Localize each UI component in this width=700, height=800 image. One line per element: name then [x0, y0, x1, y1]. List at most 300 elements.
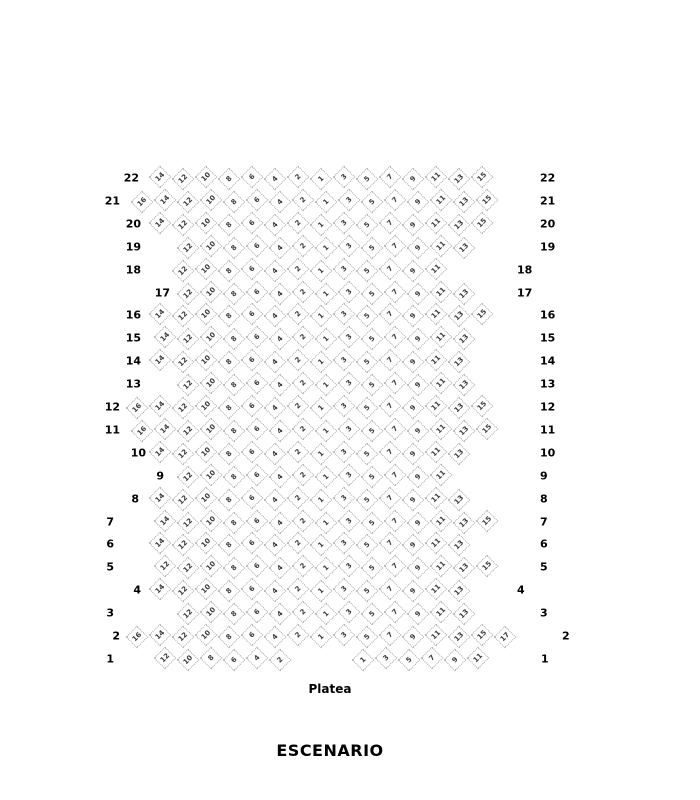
- seat-row6-n3[interactable]: [333, 532, 356, 555]
- seat-row19-n8[interactable]: [223, 236, 246, 259]
- seat-row3-n6[interactable]: [246, 601, 269, 624]
- seat-row2-n2[interactable]: [287, 624, 310, 647]
- seat-row20-n4[interactable]: [264, 213, 287, 236]
- seat-row20-n14[interactable]: [149, 211, 172, 234]
- seat-row16-n4[interactable]: [264, 305, 287, 328]
- seat-row4-n3[interactable]: [333, 578, 356, 601]
- seat-row12-n9[interactable]: [402, 397, 425, 420]
- seat-row2-n8[interactable]: [218, 626, 241, 649]
- seat-row19-n4[interactable]: [269, 236, 292, 259]
- seat-row4-n4[interactable]: [264, 580, 287, 603]
- seat-row2-n4[interactable]: [264, 626, 287, 649]
- seat-row12-n5[interactable]: [356, 397, 379, 420]
- seat-row1-n11[interactable]: [466, 647, 489, 670]
- seat-row22-n12[interactable]: [172, 168, 195, 191]
- seat-row10-n6[interactable]: [241, 440, 264, 463]
- seat-row13-n3[interactable]: [338, 372, 361, 395]
- seat-row20-n7[interactable]: [379, 211, 402, 234]
- seat-row17-n10[interactable]: [200, 280, 223, 303]
- seat-row22-n9[interactable]: [402, 168, 425, 191]
- seat-row15-n1[interactable]: [315, 328, 338, 351]
- seat-row15-n2[interactable]: [292, 326, 315, 349]
- seat-row4-n1[interactable]: [310, 580, 333, 603]
- seat-row7-n11[interactable]: [430, 509, 453, 532]
- seat-row6-n11[interactable]: [425, 532, 448, 555]
- seat-row16-n9[interactable]: [402, 305, 425, 328]
- seat-row4-n11[interactable]: [425, 578, 448, 601]
- seat-row10-n5[interactable]: [356, 442, 379, 465]
- seat-row6-n14[interactable]: [149, 532, 172, 555]
- seat-row18-n12[interactable]: [172, 259, 195, 282]
- seat-row17-n3[interactable]: [338, 280, 361, 303]
- seat-row3-n7[interactable]: [384, 601, 407, 624]
- seat-row13-n1[interactable]: [315, 374, 338, 397]
- seat-row18-n2[interactable]: [287, 257, 310, 280]
- seat-row11-n9[interactable]: [407, 420, 430, 443]
- seat-row6-n7[interactable]: [379, 532, 402, 555]
- seat-row20-n9[interactable]: [402, 213, 425, 236]
- seat-row22-n14[interactable]: [149, 166, 172, 189]
- seat-row15-n9[interactable]: [407, 328, 430, 351]
- seat-row22-n7[interactable]: [379, 166, 402, 189]
- seat-row10-n1[interactable]: [310, 442, 333, 465]
- seat-row8-n6[interactable]: [241, 486, 264, 509]
- seat-row1-n10[interactable]: [177, 649, 200, 672]
- seat-row14-n2[interactable]: [287, 349, 310, 372]
- seat-row15-n11[interactable]: [430, 326, 453, 349]
- seat-row3-n3[interactable]: [338, 601, 361, 624]
- seat-row15-n4[interactable]: [269, 328, 292, 351]
- seat-row9-n2[interactable]: [292, 463, 315, 486]
- seat-row16-n5[interactable]: [356, 305, 379, 328]
- seat-row21-n13[interactable]: [453, 191, 476, 214]
- seat-row16-n14[interactable]: [149, 303, 172, 326]
- seat-row19-n9[interactable]: [407, 236, 430, 259]
- seat-row2-n6[interactable]: [241, 624, 264, 647]
- seat-row12-n16[interactable]: [126, 397, 149, 420]
- seat-row21-n11[interactable]: [430, 189, 453, 212]
- seat-row9-n9[interactable]: [407, 465, 430, 488]
- seat-row20-n11[interactable]: [425, 211, 448, 234]
- seat-row12-n7[interactable]: [379, 395, 402, 418]
- seat-row1-n4[interactable]: [246, 647, 269, 670]
- seat-row18-n5[interactable]: [356, 259, 379, 282]
- seat-row8-n12[interactable]: [172, 488, 195, 511]
- seat-row17-n11[interactable]: [430, 280, 453, 303]
- seat-row13-n10[interactable]: [200, 372, 223, 395]
- seat-row2-n1[interactable]: [310, 626, 333, 649]
- seat-row16-n7[interactable]: [379, 303, 402, 326]
- seat-row13-n6[interactable]: [246, 372, 269, 395]
- seat-row11-n8[interactable]: [223, 420, 246, 443]
- seat-row20-n12[interactable]: [172, 213, 195, 236]
- seat-row1-n8[interactable]: [200, 647, 223, 670]
- seat-row16-n6[interactable]: [241, 303, 264, 326]
- seat-row19-n11[interactable]: [430, 234, 453, 257]
- seat-row21-n9[interactable]: [407, 191, 430, 214]
- seat-row6-n6[interactable]: [241, 532, 264, 555]
- seat-row5-n15[interactable]: [476, 555, 499, 578]
- seat-row13-n13[interactable]: [453, 374, 476, 397]
- seat-row4-n6[interactable]: [241, 578, 264, 601]
- seat-row9-n8[interactable]: [223, 465, 246, 488]
- seat-row5-n4[interactable]: [269, 557, 292, 580]
- seat-row2-n16[interactable]: [126, 626, 149, 649]
- seat-row14-n1[interactable]: [310, 351, 333, 374]
- seat-row18-n6[interactable]: [241, 257, 264, 280]
- seat-row11-n5[interactable]: [361, 420, 384, 443]
- seat-row2-n5[interactable]: [356, 626, 379, 649]
- seat-row13-n2[interactable]: [292, 372, 315, 395]
- seat-row2-n7[interactable]: [379, 624, 402, 647]
- seat-row14-n4[interactable]: [264, 351, 287, 374]
- seat-row5-n12[interactable]: [154, 555, 177, 578]
- seat-row9-n4[interactable]: [269, 465, 292, 488]
- seat-row4-n2[interactable]: [287, 578, 310, 601]
- seat-row8-n2[interactable]: [287, 486, 310, 509]
- seat-row22-n5[interactable]: [356, 168, 379, 191]
- seat-row21-n8[interactable]: [223, 191, 246, 214]
- seat-row16-n11[interactable]: [425, 303, 448, 326]
- seat-row16-n13[interactable]: [448, 305, 471, 328]
- seat-row14-n8[interactable]: [218, 351, 241, 374]
- seat-row14-n6[interactable]: [241, 349, 264, 372]
- seat-row3-n5[interactable]: [361, 603, 384, 626]
- seat-row2-n3[interactable]: [333, 624, 356, 647]
- seat-row2-n9[interactable]: [402, 626, 425, 649]
- seat-row16-n3[interactable]: [333, 303, 356, 326]
- seat-row19-n1[interactable]: [315, 236, 338, 259]
- seat-row7-n10[interactable]: [200, 509, 223, 532]
- seat-row13-n11[interactable]: [430, 372, 453, 395]
- seat-row16-n10[interactable]: [195, 303, 218, 326]
- seat-row20-n8[interactable]: [218, 213, 241, 236]
- seat-row10-n14[interactable]: [149, 440, 172, 463]
- seat-row8-n8[interactable]: [218, 488, 241, 511]
- seat-row7-n5[interactable]: [361, 511, 384, 534]
- seat-row9-n10[interactable]: [200, 463, 223, 486]
- seat-row3-n11[interactable]: [430, 601, 453, 624]
- seat-row18-n1[interactable]: [310, 259, 333, 282]
- seat-row12-n1[interactable]: [310, 397, 333, 420]
- seat-row21-n5[interactable]: [361, 191, 384, 214]
- seat-row16-n15[interactable]: [471, 303, 494, 326]
- seat-row5-n11[interactable]: [430, 555, 453, 578]
- seat-row6-n8[interactable]: [218, 534, 241, 557]
- seat-row11-n6[interactable]: [246, 418, 269, 441]
- seat-row4-n10[interactable]: [195, 578, 218, 601]
- seat-row4-n14[interactable]: [149, 578, 172, 601]
- seat-row7-n2[interactable]: [292, 509, 315, 532]
- seat-row21-n14[interactable]: [154, 189, 177, 212]
- seat-row9-n7[interactable]: [384, 463, 407, 486]
- seat-row11-n10[interactable]: [200, 418, 223, 441]
- seat-row10-n12[interactable]: [172, 442, 195, 465]
- seat-row6-n4[interactable]: [264, 534, 287, 557]
- seat-row10-n8[interactable]: [218, 442, 241, 465]
- seat-row8-n13[interactable]: [448, 488, 471, 511]
- seat-row11-n14[interactable]: [154, 418, 177, 441]
- seat-row15-n7[interactable]: [384, 326, 407, 349]
- seat-row11-n13[interactable]: [453, 420, 476, 443]
- seat-row17-n4[interactable]: [269, 282, 292, 305]
- seat-row11-n7[interactable]: [384, 418, 407, 441]
- seat-row10-n9[interactable]: [402, 442, 425, 465]
- seat-row19-n7[interactable]: [384, 234, 407, 257]
- seat-row13-n5[interactable]: [361, 374, 384, 397]
- seat-row2-n14[interactable]: [149, 624, 172, 647]
- seat-row22-n13[interactable]: [448, 168, 471, 191]
- seat-row10-n2[interactable]: [287, 440, 310, 463]
- seat-row17-n9[interactable]: [407, 282, 430, 305]
- seat-row19-n5[interactable]: [361, 236, 384, 259]
- seat-row5-n10[interactable]: [200, 555, 223, 578]
- seat-row5-n3[interactable]: [338, 555, 361, 578]
- seat-row7-n15[interactable]: [476, 509, 499, 532]
- seat-row4-n12[interactable]: [172, 580, 195, 603]
- seat-row16-n1[interactable]: [310, 305, 333, 328]
- seat-row19-n13[interactable]: [453, 236, 476, 259]
- seat-row4-n5[interactable]: [356, 580, 379, 603]
- seat-row5-n13[interactable]: [453, 557, 476, 580]
- seat-row3-n10[interactable]: [200, 601, 223, 624]
- seat-row11-n1[interactable]: [315, 420, 338, 443]
- seat-row14-n14[interactable]: [149, 349, 172, 372]
- seat-row22-n6[interactable]: [241, 166, 264, 189]
- seat-row6-n10[interactable]: [195, 532, 218, 555]
- seat-row18-n8[interactable]: [218, 259, 241, 282]
- seat-row12-n6[interactable]: [241, 395, 264, 418]
- seat-row4-n9[interactable]: [402, 580, 425, 603]
- seat-row21-n4[interactable]: [269, 191, 292, 214]
- seat-row3-n1[interactable]: [315, 603, 338, 626]
- seat-row19-n2[interactable]: [292, 234, 315, 257]
- seat-row20-n15[interactable]: [471, 211, 494, 234]
- seat-row8-n7[interactable]: [379, 486, 402, 509]
- seat-row7-n8[interactable]: [223, 511, 246, 534]
- seat-row6-n9[interactable]: [402, 534, 425, 557]
- seat-row18-n7[interactable]: [379, 257, 402, 280]
- seat-row17-n2[interactable]: [292, 280, 315, 303]
- seat-row12-n15[interactable]: [471, 395, 494, 418]
- seat-row7-n7[interactable]: [384, 509, 407, 532]
- seat-row7-n6[interactable]: [246, 509, 269, 532]
- seat-row10-n13[interactable]: [448, 442, 471, 465]
- seat-row4-n8[interactable]: [218, 580, 241, 603]
- seat-row21-n10[interactable]: [200, 189, 223, 212]
- seat-row18-n3[interactable]: [333, 257, 356, 280]
- seat-row12-n14[interactable]: [149, 395, 172, 418]
- seat-row20-n3[interactable]: [333, 211, 356, 234]
- seat-row3-n12[interactable]: [177, 603, 200, 626]
- seat-row22-n10[interactable]: [195, 166, 218, 189]
- seat-row7-n1[interactable]: [315, 511, 338, 534]
- seat-row16-n8[interactable]: [218, 305, 241, 328]
- seat-row14-n5[interactable]: [356, 351, 379, 374]
- seat-row20-n10[interactable]: [195, 211, 218, 234]
- seat-row12-n11[interactable]: [425, 395, 448, 418]
- seat-row15-n6[interactable]: [246, 326, 269, 349]
- seat-row1-n9[interactable]: [443, 649, 466, 672]
- seat-row15-n10[interactable]: [200, 326, 223, 349]
- seat-row22-n3[interactable]: [333, 166, 356, 189]
- seat-row8-n14[interactable]: [149, 486, 172, 509]
- seat-row7-n13[interactable]: [453, 511, 476, 534]
- seat-row9-n11[interactable]: [430, 463, 453, 486]
- seat-row15-n13[interactable]: [453, 328, 476, 351]
- seat-row9-n3[interactable]: [338, 463, 361, 486]
- seat-row14-n12[interactable]: [172, 351, 195, 374]
- seat-row10-n10[interactable]: [195, 440, 218, 463]
- seat-row2-n12[interactable]: [172, 626, 195, 649]
- seat-row17-n12[interactable]: [177, 282, 200, 305]
- seat-row21-n15[interactable]: [476, 189, 499, 212]
- seat-row1-n2[interactable]: [269, 649, 292, 672]
- seat-row17-n1[interactable]: [315, 282, 338, 305]
- seat-row12-n2[interactable]: [287, 395, 310, 418]
- seat-row19-n12[interactable]: [177, 236, 200, 259]
- seat-row21-n1[interactable]: [315, 191, 338, 214]
- seat-row21-n7[interactable]: [384, 189, 407, 212]
- seat-row20-n13[interactable]: [448, 213, 471, 236]
- seat-row22-n15[interactable]: [471, 166, 494, 189]
- seat-row16-n2[interactable]: [287, 303, 310, 326]
- seat-row14-n9[interactable]: [402, 351, 425, 374]
- seat-row20-n5[interactable]: [356, 213, 379, 236]
- seat-row9-n1[interactable]: [315, 465, 338, 488]
- seat-row12-n13[interactable]: [448, 397, 471, 420]
- seat-row15-n12[interactable]: [177, 328, 200, 351]
- seat-row8-n11[interactable]: [425, 486, 448, 509]
- seat-row3-n2[interactable]: [292, 601, 315, 624]
- seat-row11-n16[interactable]: [131, 420, 154, 443]
- seat-row4-n7[interactable]: [379, 578, 402, 601]
- seat-row5-n12[interactable]: [177, 557, 200, 580]
- seat-row13-n4[interactable]: [269, 374, 292, 397]
- seat-row11-n11[interactable]: [430, 418, 453, 441]
- seat-row12-n12[interactable]: [172, 397, 195, 420]
- seat-row11-n2[interactable]: [292, 418, 315, 441]
- seat-row6-n1[interactable]: [310, 534, 333, 557]
- seat-row18-n4[interactable]: [264, 259, 287, 282]
- seat-row13-n12[interactable]: [177, 374, 200, 397]
- seat-row17-n8[interactable]: [223, 282, 246, 305]
- seat-row10-n4[interactable]: [264, 442, 287, 465]
- seat-row14-n10[interactable]: [195, 349, 218, 372]
- seat-row12-n10[interactable]: [195, 395, 218, 418]
- seat-row8-n10[interactable]: [195, 486, 218, 509]
- seat-row11-n3[interactable]: [338, 418, 361, 441]
- seat-row15-n5[interactable]: [361, 328, 384, 351]
- seat-row17-n6[interactable]: [246, 280, 269, 303]
- seat-row22-n2[interactable]: [287, 166, 310, 189]
- seat-row10-n11[interactable]: [425, 440, 448, 463]
- seat-row11-n15[interactable]: [476, 418, 499, 441]
- seat-row21-n3[interactable]: [338, 189, 361, 212]
- seat-row7-n12[interactable]: [177, 511, 200, 534]
- seat-row6-n2[interactable]: [287, 532, 310, 555]
- seat-row8-n1[interactable]: [310, 488, 333, 511]
- seat-row21-n16[interactable]: [131, 191, 154, 214]
- seat-row5-n1[interactable]: [315, 557, 338, 580]
- seat-row22-n1[interactable]: [310, 168, 333, 191]
- seat-row7-n9[interactable]: [407, 511, 430, 534]
- seat-row17-n5[interactable]: [361, 282, 384, 305]
- seat-row5-n5[interactable]: [361, 557, 384, 580]
- seat-row1-n5[interactable]: [397, 649, 420, 672]
- seat-row17-n7[interactable]: [384, 280, 407, 303]
- seat-row12-n8[interactable]: [218, 397, 241, 420]
- seat-row11-n4[interactable]: [269, 420, 292, 443]
- seat-row7-n3[interactable]: [338, 509, 361, 532]
- seat-row15-n14[interactable]: [154, 326, 177, 349]
- seat-row17-n13[interactable]: [453, 282, 476, 305]
- seat-row20-n1[interactable]: [310, 213, 333, 236]
- seat-row2-n10[interactable]: [195, 624, 218, 647]
- seat-row2-n17[interactable]: [494, 626, 517, 649]
- seat-row5-n7[interactable]: [384, 555, 407, 578]
- seat-row21-n2[interactable]: [292, 189, 315, 212]
- seat-row18-n11[interactable]: [425, 257, 448, 280]
- seat-row8-n5[interactable]: [356, 488, 379, 511]
- seat-row22-n11[interactable]: [425, 166, 448, 189]
- seat-row21-n6[interactable]: [246, 189, 269, 212]
- seat-row1-n3[interactable]: [374, 647, 397, 670]
- seat-row13-n8[interactable]: [223, 374, 246, 397]
- seat-row2-n13[interactable]: [448, 626, 471, 649]
- seat-row14-n7[interactable]: [379, 349, 402, 372]
- seat-row9-n12[interactable]: [177, 465, 200, 488]
- seat-row7-n14[interactable]: [154, 509, 177, 532]
- seat-row13-n9[interactable]: [407, 374, 430, 397]
- seat-row21-n12[interactable]: [177, 191, 200, 214]
- seat-row19-n3[interactable]: [338, 234, 361, 257]
- seat-row19-n6[interactable]: [246, 234, 269, 257]
- seat-row3-n4[interactable]: [269, 603, 292, 626]
- seat-row15-n3[interactable]: [338, 326, 361, 349]
- seat-row2-n15[interactable]: [471, 624, 494, 647]
- seat-row18-n10[interactable]: [195, 257, 218, 280]
- seat-row18-n9[interactable]: [402, 259, 425, 282]
- seat-row14-n3[interactable]: [333, 349, 356, 372]
- seat-row16-n12[interactable]: [172, 305, 195, 328]
- seat-row5-n6[interactable]: [246, 555, 269, 578]
- seat-row1-n6[interactable]: [223, 649, 246, 672]
- seat-row7-n4[interactable]: [269, 511, 292, 534]
- seat-row14-n13[interactable]: [448, 351, 471, 374]
- seat-row5-n8[interactable]: [223, 557, 246, 580]
- seat-row8-n4[interactable]: [264, 488, 287, 511]
- seat-row22-n8[interactable]: [218, 168, 241, 191]
- seat-row1-n7[interactable]: [420, 647, 443, 670]
- seat-row10-n3[interactable]: [333, 440, 356, 463]
- seat-row20-n6[interactable]: [241, 211, 264, 234]
- seat-row14-n11[interactable]: [425, 349, 448, 372]
- seat-row6-n13[interactable]: [448, 534, 471, 557]
- seat-row1-n1[interactable]: [351, 649, 374, 672]
- seat-row1-n12[interactable]: [154, 647, 177, 670]
- seat-row11-n12[interactable]: [177, 420, 200, 443]
- seat-row12-n3[interactable]: [333, 395, 356, 418]
- seat-row3-n13[interactable]: [453, 603, 476, 626]
- seat-row6-n12[interactable]: [172, 534, 195, 557]
- seat-row9-n6[interactable]: [246, 463, 269, 486]
- seat-row10-n7[interactable]: [379, 440, 402, 463]
- seat-row6-n5[interactable]: [356, 534, 379, 557]
- seat-row19-n10[interactable]: [200, 234, 223, 257]
- seat-row2-n11[interactable]: [425, 624, 448, 647]
- seat-row12-n4[interactable]: [264, 397, 287, 420]
